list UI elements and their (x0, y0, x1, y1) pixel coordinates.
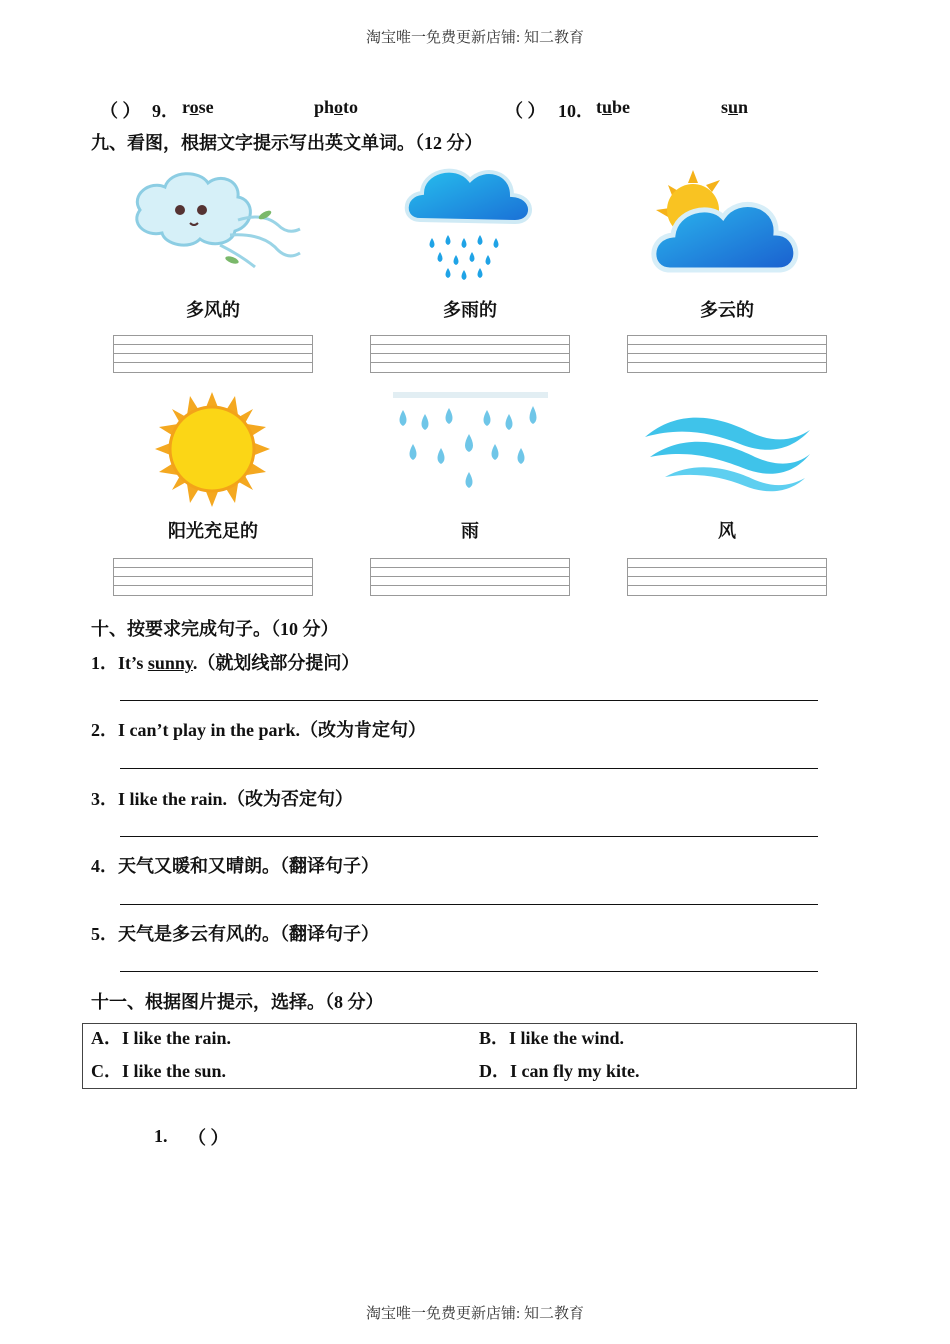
sentence-3: 3．I like the rain.（改为否定句） (91, 789, 354, 809)
q9-number: 9． (152, 101, 179, 121)
option-d: D．I can fly my kite. (479, 1061, 640, 1081)
q11-1-answer-paren[interactable]: （ ） (188, 1128, 229, 1148)
answer-line-3[interactable] (120, 836, 818, 837)
q10-word-2: sun (721, 97, 749, 117)
caption-cloudy: 多云的 (700, 300, 754, 320)
option-c: C．I like the sun. (91, 1061, 227, 1081)
answer-lines-windy[interactable] (113, 335, 313, 373)
section-10-title: 十、按要求完成句子。（10 分） (91, 619, 339, 639)
wind-waves-icon (640, 402, 812, 492)
caption-rain: 雨 (461, 521, 479, 541)
answer-lines-rain[interactable] (370, 558, 570, 596)
answer-line-5[interactable] (120, 971, 818, 972)
sentence-2: 2．I can’t play in the park.（改为肯定句） (91, 720, 427, 740)
page-footer: 淘宝唯一免费更新店铺: 知二教育 (366, 1306, 584, 1322)
caption-wind: 风 (718, 521, 736, 541)
sentence-5: 5．天气是多云有风的。（翻译句子） (91, 924, 379, 944)
q9-word-1: rose (182, 97, 214, 117)
sentence-4: 4．天气又暖和又晴朗。（翻译句子） (91, 856, 379, 876)
windy-cloud-icon (120, 165, 305, 280)
q11-1-number: 1. (154, 1126, 168, 1146)
caption-windy: 多风的 (186, 300, 240, 320)
answer-lines-wind[interactable] (627, 558, 827, 596)
answer-lines-rainy[interactable] (370, 335, 570, 373)
q10-number: 10． (558, 101, 594, 121)
answer-line-2[interactable] (120, 768, 818, 769)
answer-line-1[interactable] (120, 700, 818, 701)
section-11-title: 十一、根据图片提示，选择。（8 分） (91, 992, 384, 1012)
option-a: A．I like the rain. (91, 1028, 232, 1048)
caption-sunny: 阳光充足的 (168, 521, 258, 541)
answer-line-4[interactable] (120, 904, 818, 905)
raindrops-icon (393, 392, 548, 502)
q9-word-2: photo (314, 97, 359, 117)
caption-rainy: 多雨的 (443, 300, 497, 320)
page-header: 淘宝唯一免费更新店铺: 知二教育 (366, 30, 584, 46)
q10-paren: （ ） (505, 101, 546, 121)
answer-lines-sunny[interactable] (113, 558, 313, 596)
section-9-title: 九、看图，根据文字提示写出英文单词。（12 分） (91, 133, 483, 153)
q10-word-1: tube (596, 97, 631, 117)
answer-lines-cloudy[interactable] (627, 335, 827, 373)
rain-cloud-icon (400, 160, 540, 290)
sun-icon (155, 392, 270, 507)
option-b: B．I like the wind. (479, 1028, 625, 1048)
q9-paren: （ ） (100, 101, 141, 121)
sentence-1: 1．It’s sunny.（就划线部分提问） (91, 653, 360, 673)
cloudy-sun-icon (648, 165, 808, 277)
